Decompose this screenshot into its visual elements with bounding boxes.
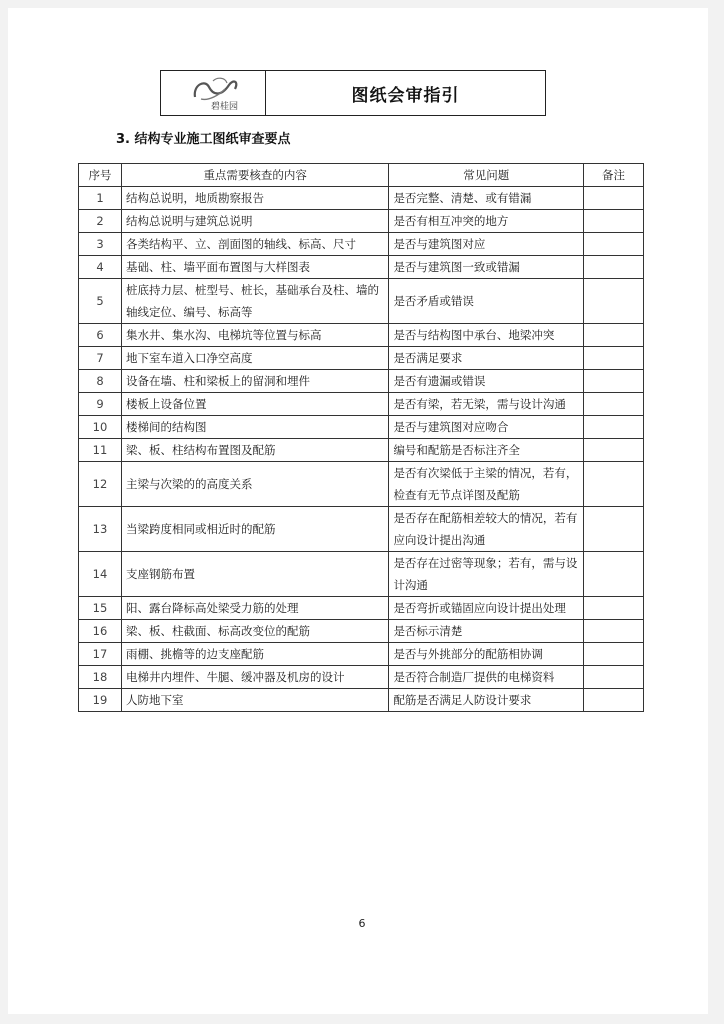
row-number: 15 [79,597,122,620]
row-issue: 是否满足要求 [389,347,584,370]
row-note [584,643,644,666]
row-issue: 是否完整、清楚、或有错漏 [389,187,584,210]
row-note [584,416,644,439]
row-note [584,187,644,210]
row-content: 结构总说明与建筑总说明 [121,210,388,233]
section-heading: 3. 结构专业施工图纸审查要点 [116,132,291,147]
row-number: 12 [79,462,122,507]
row-issue: 是否有梁，若无梁，需与设计沟通 [389,393,584,416]
row-note [584,439,644,462]
table-row [79,347,644,370]
row-content: 各类结构平、立、剖面图的轴线、标高、尺寸 [121,233,388,256]
table-row [79,370,644,393]
row-issue: 是否标示清楚 [389,620,584,643]
column-header-note: 备注 [584,164,644,187]
row-note [584,666,644,689]
row-issue: 是否存在过密等现象；若有，需与设计沟通 [389,552,584,597]
row-issue: 是否矛盾或错误 [389,279,584,324]
row-number: 8 [79,370,122,393]
row-content: 集水井、集水沟、电梯坑等位置与标高 [121,324,388,347]
row-number: 3 [79,233,122,256]
document-title: 图纸会审指引 [351,85,460,106]
row-issue: 是否与建筑图对应吻合 [389,416,584,439]
row-issue: 是否存在配筋相差较大的情况，若有应向设计提出沟通 [389,507,584,552]
row-note [584,233,644,256]
table-row [79,689,644,712]
row-issue: 是否与结构图中承台、地梁冲突 [389,324,584,347]
row-issue: 是否与建筑图一致或错漏 [389,256,584,279]
row-number: 6 [79,324,122,347]
table-row [79,462,644,507]
row-number: 1 [79,187,122,210]
row-number: 17 [79,643,122,666]
column-header-content: 重点需要核查的内容 [121,164,388,187]
row-number: 14 [79,552,122,597]
row-content: 设备在墙、柱和梁板上的留洞和埋件 [121,370,388,393]
table-row [79,393,644,416]
row-content: 支座钢筋布置 [121,552,388,597]
table-header-row [79,164,644,187]
row-number: 19 [79,689,122,712]
review-table [78,163,644,712]
row-number: 7 [79,347,122,370]
row-note [584,620,644,643]
row-issue: 是否有次梁低于主梁的情况，若有，检查有无节点详图及配筋 [389,462,584,507]
row-number: 2 [79,210,122,233]
row-note [584,597,644,620]
row-content: 梁、板、柱截面、标高改变位的配筋 [121,620,388,643]
row-issue: 是否与建筑图对应 [389,233,584,256]
table-row [79,552,644,597]
row-number: 18 [79,666,122,689]
row-content: 桩底持力层、桩型号、桩长，基础承台及柱、墙的轴线定位、编号、标高等 [121,279,388,324]
row-note [584,507,644,552]
table-row [79,507,644,552]
table-row [79,439,644,462]
column-header-no: 序号 [79,164,122,187]
table-row [79,643,644,666]
table-row [79,233,644,256]
row-note [584,462,644,507]
table-row [79,666,644,689]
row-note [584,210,644,233]
table-row [79,210,644,233]
row-note [584,689,644,712]
row-content: 楼板上设备位置 [121,393,388,416]
row-content: 雨棚、挑檐等的边支座配筋 [121,643,388,666]
table-row [79,620,644,643]
row-number: 10 [79,416,122,439]
row-number: 9 [79,393,122,416]
row-note [584,393,644,416]
row-content: 结构总说明，地质勘察报告 [121,187,388,210]
row-issue: 是否与外挑部分的配筋相协调 [389,643,584,666]
company-logo [161,71,266,115]
row-note [584,370,644,393]
row-number: 4 [79,256,122,279]
row-note [584,324,644,347]
row-number: 13 [79,507,122,552]
table-row [79,279,644,324]
row-number: 11 [79,439,122,462]
table-row [79,256,644,279]
row-content: 主梁与次梁的的高度关系 [121,462,388,507]
row-number: 16 [79,620,122,643]
row-issue: 是否符合制造厂提供的电梯资料 [389,666,584,689]
table-row [79,324,644,347]
column-header-issue: 常见问题 [389,164,584,187]
table-row [79,597,644,620]
row-issue: 是否有遗漏或错误 [389,370,584,393]
row-note [584,347,644,370]
row-number: 5 [79,279,122,324]
row-content: 基础、柱、墙平面布置图与大样图表 [121,256,388,279]
row-content: 楼梯间的结构图 [121,416,388,439]
row-note [584,279,644,324]
document-header [160,70,546,116]
row-content: 电梯井内埋件、牛腿、缓冲器及机房的设计 [121,666,388,689]
row-content: 阳、露台降标高处梁受力筋的处理 [121,597,388,620]
row-issue: 是否有相互冲突的地方 [389,210,584,233]
row-content: 梁、板、柱结构布置图及配筋 [121,439,388,462]
row-issue: 是否弯折或锚固应向设计提出处理 [389,597,584,620]
row-content: 人防地下室 [121,689,388,712]
row-issue: 配筋是否满足人防设计要求 [389,689,584,712]
row-content: 地下室车道入口净空高度 [121,347,388,370]
row-content: 当梁跨度相同或相近时的配筋 [121,507,388,552]
row-issue: 编号和配筋是否标注齐全 [389,439,584,462]
table-row [79,187,644,210]
logo-text: 碧桂园 [211,102,239,112]
page-number: 6 [358,917,366,930]
row-note [584,256,644,279]
row-note [584,552,644,597]
table-row [79,416,644,439]
